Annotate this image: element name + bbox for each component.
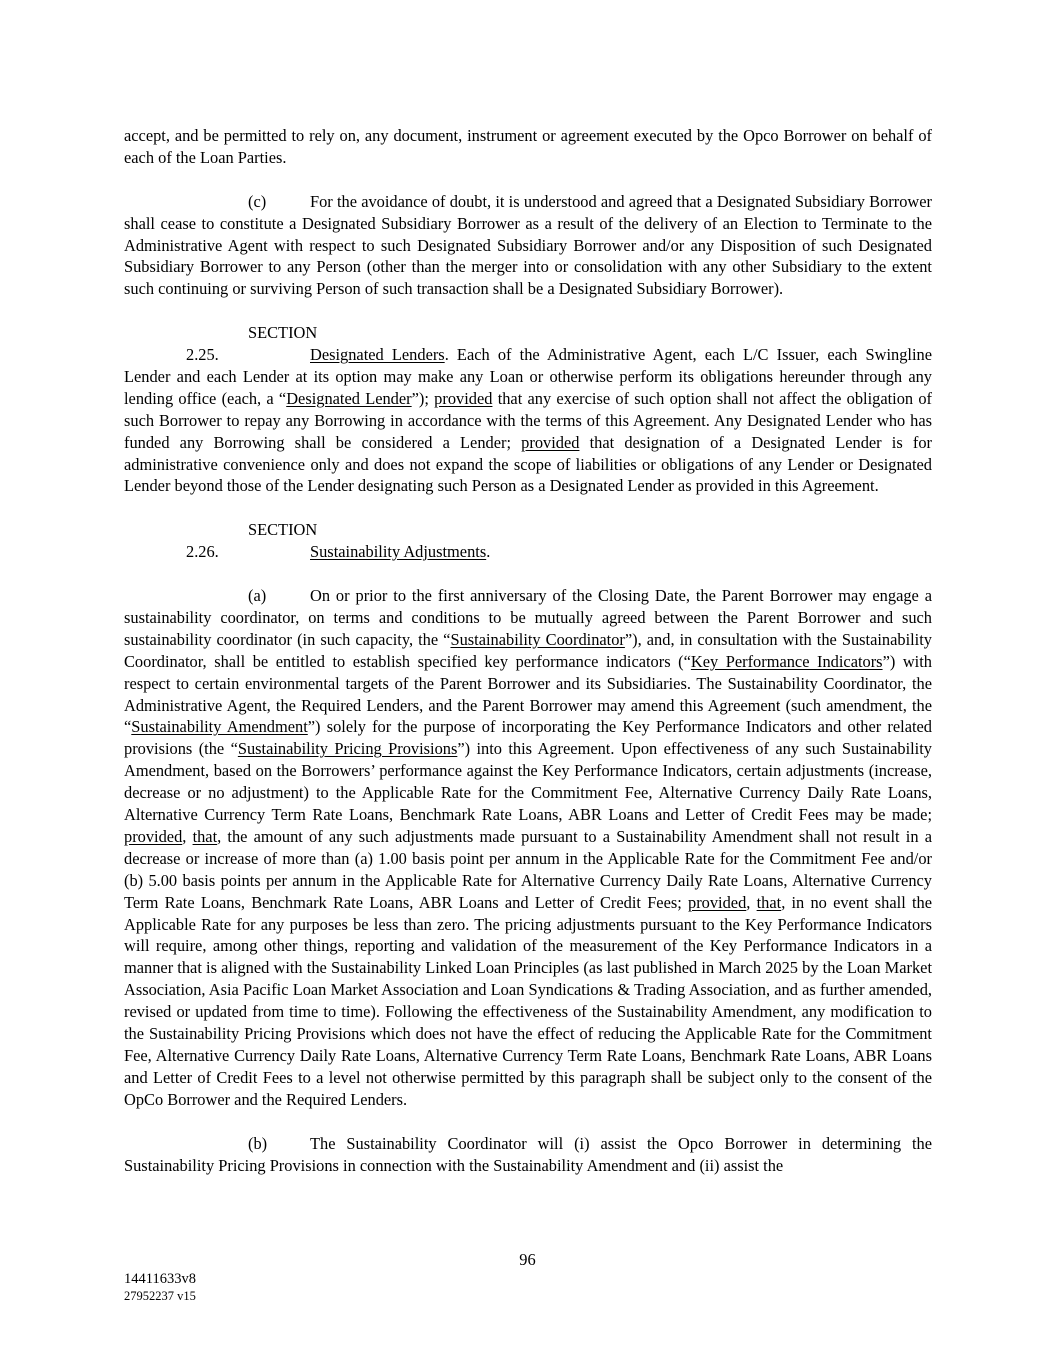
paragraph-c xyxy=(124,191,932,301)
defined-term: Sustainability Pricing Provisions xyxy=(237,739,458,759)
section-number: SECTION 2.26. xyxy=(186,520,318,562)
proviso-term: provided xyxy=(688,892,747,912)
paragraph-continuation: accept, and be permitted to rely on, any document, instrument or agreement executed by the Opco Borrower on behalf of each of the Loan Parties. xyxy=(124,126,932,167)
defined-term: Designated Lender xyxy=(286,388,412,408)
paragraph-label: (c) xyxy=(248,191,267,211)
defined-term: Sustainability Coordinator xyxy=(450,629,625,649)
proviso-term: that xyxy=(192,826,218,846)
paragraph-text: The Sustainability Coordinator will (i) assist the Opco Borrower in determining the Sustainability Pricing Provisions in connection with the Sustainability Amendment and (ii) assist the xyxy=(124,1133,932,1175)
page-number: 96 xyxy=(519,1250,536,1269)
proviso-term: that xyxy=(756,892,782,912)
paragraph-b xyxy=(124,1133,932,1177)
section-2-25: SECTION 2.25. Designated Lenders. Each of the Administrative Agent, each L/C Issuer, each Swingline Lender and each Lender at its option may make any Loan or otherwise perform its obligations hereunder through any lending office (each, a “Designated Lender”); provided that any exercise of such option shall not affect the obligation of such Borrower to repay any Borrowing in accordance with the terms of this Agreement. Any Designated Lender who has funded any Borrowing shall be considered a Lender; provided that designation of a Designated Lender is for administrative convenience only and does not expand the scope of liabilities or obligations of any Lender or Designated Lender beyond those of the Lender designating such Person as a Designated Lender as provided in this Agreement. xyxy=(124,323,933,496)
document-id-secondary: 27952237 v15 xyxy=(124,1289,196,1303)
section-title: Designated Lenders xyxy=(310,345,445,365)
paragraph-a: (a) On or prior to the first anniversary of the Closing Date, the Parent Borrower may engage a sustainability coordinator, on terms and conditions to be mutually agreed between the Parent Borrower and such sustainability coordinator (in such capacity, the “Sustainability Coordinator”), and, in consultation with the Sustainability Coordinator, shall be entitled to establish specified key performance indicators (“Key Performance Indicators”) with respect to certain environmental targets of the Parent Borrower and its Subsidiaries. The Sustainability Coordinator, the Administrative Agent, the Required Lenders, and the Parent Borrower may amend this Agreement (such amendment, the “Sustainability Amendment”) solely for the purpose of incorporating the Key Performance Indicators and other related provisions (the “Sustainability Pricing Provisions”) into this Agreement. Upon effectiveness of any such Sustainability Amendment, based on the Borrowers’ performance against the Key Performance Indicators, certain adjustments (increase, decrease or no adjustment) to the Applicable Rate for the Commitment Fee, Alternative Currency Daily Rate Loans, Alternative Currency Term Rate Loans, Benchmark Rate Loans, ABR Loans and Letter of Credit Fees may be made; provided, that, the amount of any such adjustments made pursuant to a Sustainability Amendment shall not result in a decrease or increase of more than (a) 1.00 basis point per annum in the Applicable Rate for the Commitment Fee and/or (b) 5.00 basis points per annum in the Applicable Rate for Alternative Currency Daily Rate Loans, Alternative Currency Term Rate Loans, Benchmark Rate Loans, ABR Loans and Letter of Credit Fees; provided, that, in no event shall the Applicable Rate for any purposes be less than zero. The pricing adjustments pursuant to the Key Performance Indicators will require, among other things, reporting and validation of the measurement of the Key Performance Indicators in a manner that is aligned with the Sustainability Linked Loan Principles (as last published in March 2025 by the Loan Market Association, Asia Pacific Loan Market Association and Loan Syndications & Trading Association, and as further amended, revised or updated from time to time). Following the effectiveness of the Sustainability Amendment, any modification to the Sustainability Pricing Provisions which does not have the effect of reducing the Applicable Rate for the Commitment Fee, Alternative Currency Daily Rate Loans, Alternative Currency Term Rate Loans, Benchmark Rate Loans, ABR Loans and Letter of Credit Fees to a level not otherwise permitted by this paragraph shall be subject only to the consent of the OpCo Borrower and the Required Lenders. xyxy=(124,585,933,1109)
proviso-term: provided xyxy=(124,826,183,846)
section-number: SECTION 2.25. xyxy=(186,323,318,365)
section-title: Sustainability Adjustments xyxy=(310,542,487,562)
paragraph-label: (a) xyxy=(248,585,267,605)
proviso-term: provided xyxy=(434,388,493,408)
paragraph-text: For the avoidance of doubt, it is understood and agreed that a Designated Subsidiary Borrower shall cease to constitute a Designated Subsidiary Borrower as a result of the delivery of an Election to Terminate to the Administrative Agent with respect to such Designated Subsidiary Borrower and/or any Disposition of such Designated Subsidiary Borrower to any Person (other than the merger into or consolidation with any other Subsidiary to the extent such continuing or surviving Person of such transaction shall be a Designated Subsidiary Borrower). xyxy=(124,191,932,299)
paragraph-label: (b) xyxy=(248,1133,268,1153)
defined-term: Sustainability Amendment xyxy=(131,717,308,737)
defined-term: Key Performance Indicators xyxy=(690,651,883,671)
section-2-26-heading: SECTION 2.26. Sustainability Adjustments. xyxy=(186,520,491,562)
proviso-term: provided xyxy=(521,432,580,452)
document-body xyxy=(124,125,932,1176)
document-id: 14411633v8 xyxy=(124,1271,196,1287)
